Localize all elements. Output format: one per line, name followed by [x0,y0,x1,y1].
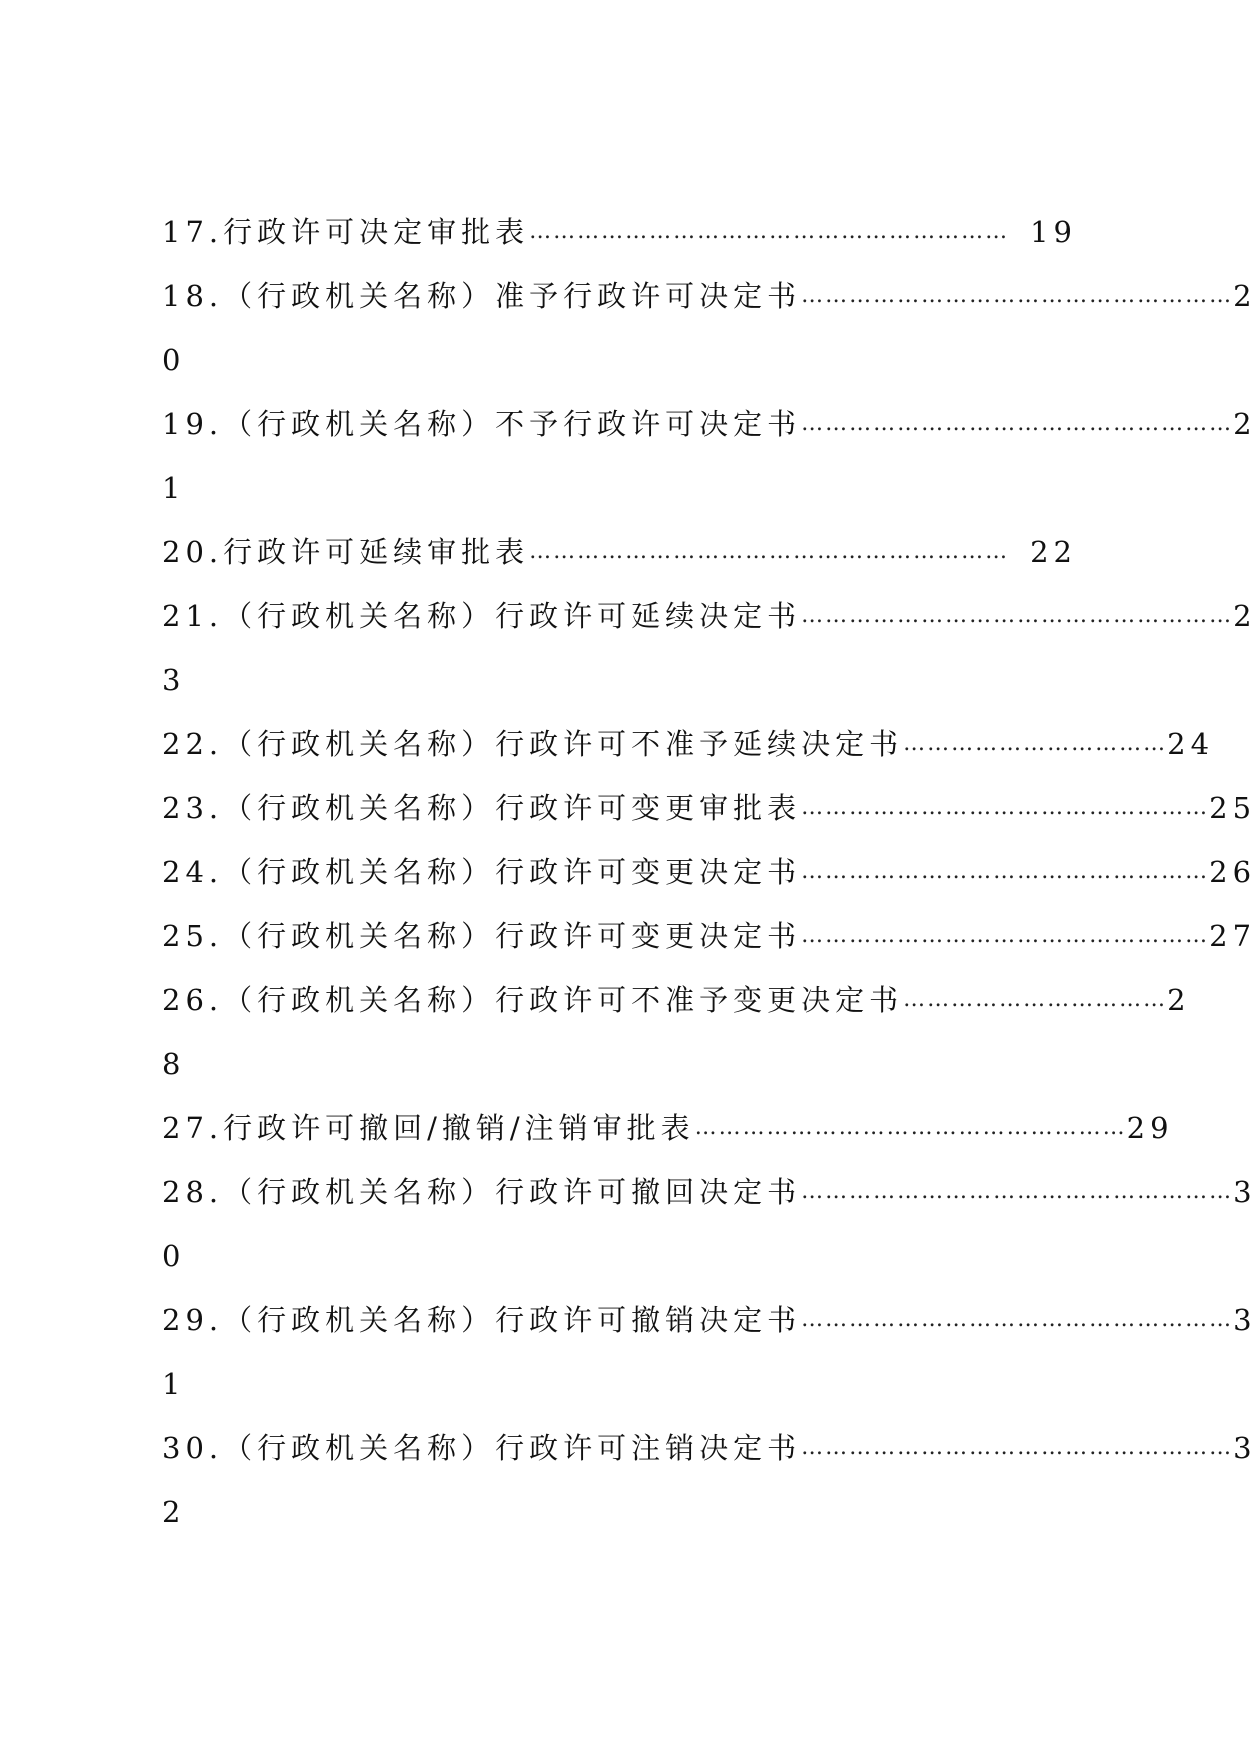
toc-entry-page-wrap: 1 [162,471,186,505]
toc-leader-dots: …………………………………………… [801,859,1210,884]
toc-entry-title: （行政机关名称）不予行政许可决定书 [223,407,802,441]
toc-entry-number: 18. [162,279,224,313]
toc-entry-number: 25. [162,919,224,953]
toc-entry-title: （行政机关名称）行政许可变更决定书 [223,855,802,889]
toc-entry-page: 19 [1030,215,1077,249]
toc-entry-page: 2 [1167,983,1191,1017]
toc-leader-dots: ……………………………………………… [801,1307,1234,1332]
toc-leader-dots: …………………………………………………… [529,539,1010,564]
toc-entry-title: 行政许可延续审批表 [223,535,530,569]
toc-entry[interactable] [162,1416,1257,1480]
toc-entry-page: 3 [1233,1303,1257,1337]
toc-entry-page-wrap: 3 [162,663,186,697]
toc-entry-page: 24 [1167,727,1215,761]
toc-entry-page: 3 [1233,1175,1257,1209]
toc-entry[interactable] [162,712,1215,776]
table-of-contents [162,200,1257,1544]
toc-entry-number: 22. [162,727,224,761]
toc-entry-page: 2 [1233,407,1257,441]
toc-entry[interactable] [162,776,1257,840]
toc-entry-title: （行政机关名称）行政许可不准予变更决定书 [223,983,904,1017]
toc-entry-title: （行政机关名称）行政许可撤销决定书 [223,1303,802,1337]
toc-entry-page-wrap: 0 [162,1239,186,1273]
toc-entry[interactable] [162,264,1257,328]
toc-entry[interactable] [162,200,1077,264]
toc-leader-dots: ……………………………………………… [801,283,1234,308]
toc-entry[interactable] [162,904,1257,968]
toc-entry-page: 29 [1126,1111,1174,1145]
toc-entry-page: 26 [1209,855,1257,889]
toc-entry[interactable] [162,584,1257,648]
toc-entry-page-wrap: 1 [162,1367,186,1401]
toc-entry-number: 21. [162,599,224,633]
toc-entry-number: 20. [162,535,224,569]
toc-entry-page-wrap: 8 [162,1047,186,1081]
toc-entry-title: （行政机关名称）行政许可不准予延续决定书 [223,727,904,761]
toc-entry[interactable] [162,1160,1257,1224]
toc-entry-page: 25 [1209,791,1257,825]
toc-entry[interactable] [162,392,1257,456]
toc-entry-number: 23. [162,791,224,825]
toc-entry-page: 22 [1030,535,1077,569]
toc-entry-title: （行政机关名称）行政许可变更决定书 [223,919,802,953]
toc-entry-title: （行政机关名称）行政许可撤回决定书 [223,1175,802,1209]
toc-leader-dots: …………………………………………… [801,923,1210,948]
toc-entry[interactable] [162,840,1257,904]
toc-entry-title: 行政许可决定审批表 [223,215,530,249]
toc-entry-title: （行政机关名称）行政许可延续决定书 [223,599,802,633]
toc-entry-page: 3 [1233,1431,1257,1465]
toc-leader-dots: ……………………………………………… [801,411,1234,436]
toc-entry-page: 2 [1233,279,1257,313]
toc-entry-number: 26. [162,983,224,1017]
toc-leader-dots: ……………………………………………… [694,1115,1127,1140]
toc-entry[interactable] [162,1288,1257,1352]
toc-entry[interactable] [162,1096,1174,1160]
toc-entry-number: 19. [162,407,224,441]
toc-entry-title: 行政许可撤回/撤销/注销审批表 [223,1111,695,1145]
toc-leader-dots: …………………………… [903,731,1168,756]
toc-leader-dots: ……………………………………………… [801,1435,1234,1460]
toc-entry-number: 29. [162,1303,224,1337]
toc-entry-page-wrap: 2 [162,1495,186,1529]
toc-entry-page: 27 [1209,919,1257,953]
toc-entry-number: 30. [162,1431,224,1465]
toc-entry-number: 28. [162,1175,224,1209]
toc-entry-title: （行政机关名称）行政许可注销决定书 [223,1431,802,1465]
toc-leader-dots: ……………………………………………… [801,1179,1234,1204]
toc-entry[interactable] [162,520,1077,584]
toc-entry-page-wrap: 0 [162,343,186,377]
toc-entry[interactable] [162,968,1191,1032]
toc-entry-number: 24. [162,855,224,889]
toc-entry-page: 2 [1233,599,1257,633]
toc-entry-title: （行政机关名称）行政许可变更审批表 [223,791,802,825]
toc-entry-title: （行政机关名称）准予行政许可决定书 [223,279,802,313]
toc-leader-dots: ……………………………………………… [801,603,1234,628]
toc-leader-dots: …………………………………………………… [529,219,1010,244]
toc-entry-number: 17. [162,215,224,249]
toc-entry-number: 27. [162,1111,224,1145]
toc-leader-dots: …………………………………………… [801,795,1210,820]
toc-leader-dots: …………………………… [903,987,1168,1012]
